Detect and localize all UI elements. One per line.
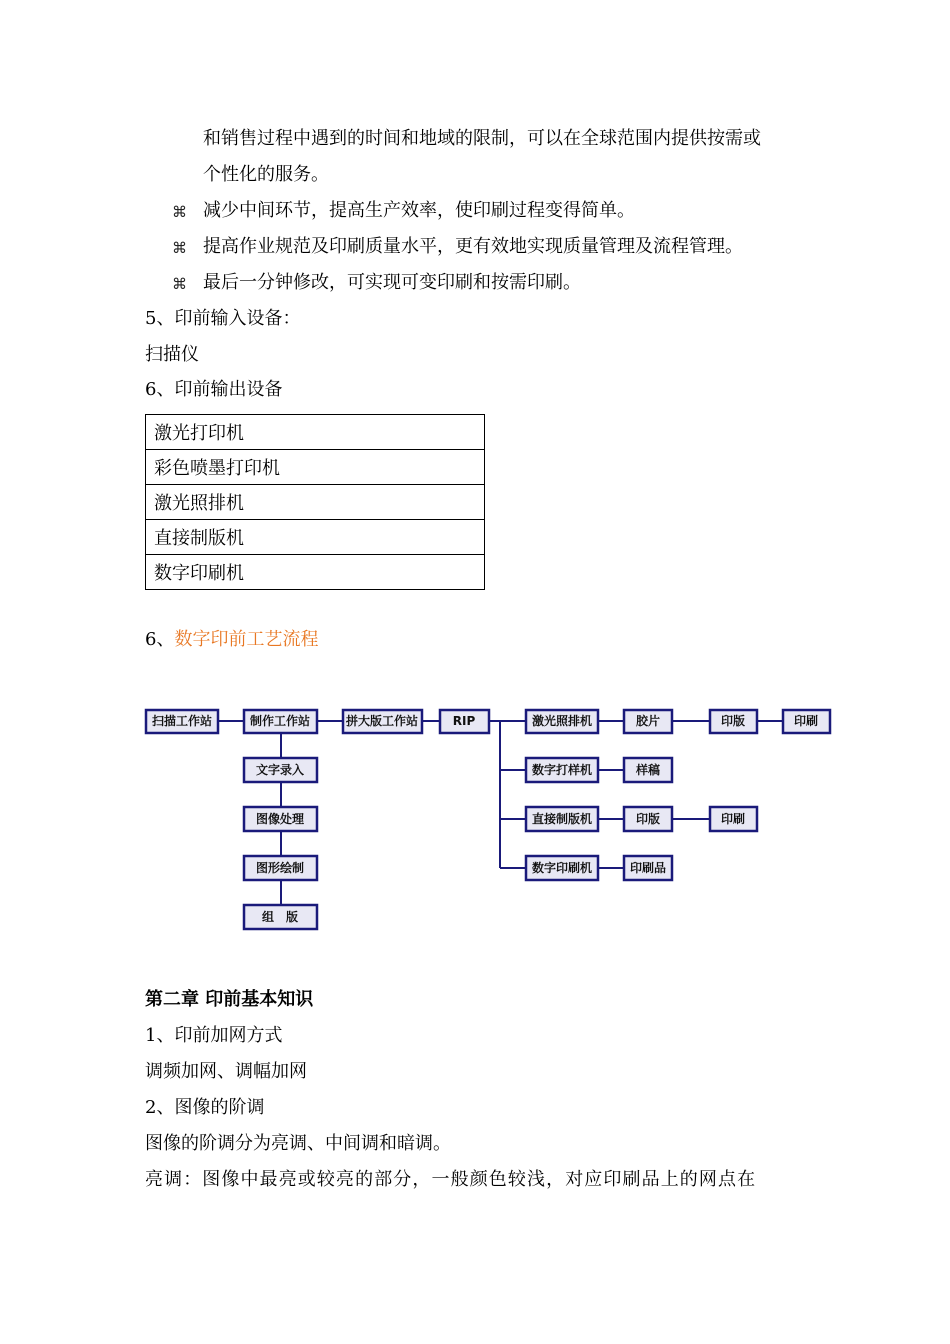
bullet-item: 最后一分钟修改，可实现可变印刷和按需印刷。 bbox=[203, 272, 581, 293]
flow-node-label: 图像处理 bbox=[255, 812, 305, 826]
bullet-icon: ⌘ bbox=[172, 239, 187, 257]
flow-node-printed-product bbox=[624, 856, 672, 880]
flow-node-label: 胶片 bbox=[635, 714, 661, 728]
table-cell: 激光打印机 bbox=[146, 415, 485, 450]
flow-node-composition bbox=[244, 905, 317, 929]
section-heading-workflow bbox=[145, 629, 318, 651]
flow-node-label: 拼大版工作站 bbox=[345, 714, 419, 728]
flow-node-plate bbox=[624, 807, 672, 831]
section-body-tone: 图像的阶调分为亮调、中间调和暗调。 bbox=[145, 1133, 451, 1154]
bullet-item: 提高作业规范及印刷质量水平，更有效地实现质量管理及流程管理。 bbox=[203, 236, 743, 257]
flow-node-text-input bbox=[244, 758, 317, 782]
bullet-icon: ⌘ bbox=[172, 275, 187, 293]
paragraph-continuation-2: 个性化的服务。 bbox=[203, 164, 329, 185]
flow-node-image-processing bbox=[244, 807, 317, 831]
flow-node-scan-station bbox=[146, 710, 218, 733]
table-row bbox=[146, 485, 485, 520]
flow-node-digital-proofer bbox=[526, 758, 598, 782]
section-heading-output-devices: 6、印前输出设备 bbox=[145, 379, 283, 400]
flow-node-plate bbox=[710, 710, 757, 733]
section-heading-input-devices: 5、印前输入设备： bbox=[145, 308, 301, 329]
table-cell: 彩色喷墨打印机 bbox=[146, 450, 485, 485]
flow-node-digital-press bbox=[526, 856, 598, 880]
flow-node-label: 数字打样机 bbox=[531, 763, 593, 777]
flow-node-label: 印刷 bbox=[720, 812, 746, 826]
table-row bbox=[146, 450, 485, 485]
flow-node-print bbox=[783, 710, 830, 733]
section-heading-screening: 1、印前加网方式 bbox=[145, 1025, 283, 1046]
flow-node-make-station bbox=[244, 710, 317, 733]
flow-node-label: 激光照排机 bbox=[531, 714, 593, 728]
flow-node-label: 样稿 bbox=[635, 763, 661, 777]
flow-node-laser-imagesetter bbox=[526, 710, 598, 733]
section-number: 6、 bbox=[145, 629, 175, 650]
flow-node-graphic-drawing bbox=[244, 856, 317, 880]
bullet-icon: ⌘ bbox=[172, 203, 187, 221]
prepress-workflow-diagram bbox=[140, 700, 840, 940]
table-cell: 数字印刷机 bbox=[146, 555, 485, 590]
flow-node-film bbox=[624, 710, 672, 733]
flow-node-ctp bbox=[526, 807, 598, 831]
flow-node-label: 直接制版机 bbox=[531, 812, 593, 826]
table-cell: 直接制版机 bbox=[146, 520, 485, 555]
flow-node-label: 印版 bbox=[635, 812, 661, 826]
section-body-scanner: 扫描仪 bbox=[145, 344, 199, 365]
flow-node-label: 印版 bbox=[720, 714, 746, 728]
flow-node-label: 文字录入 bbox=[255, 763, 305, 777]
flow-node-imposition-station bbox=[343, 710, 422, 733]
table-cell: 激光照排机 bbox=[146, 485, 485, 520]
flow-node-label: 印刷 bbox=[793, 714, 819, 728]
paragraph-continuation-1: 和销售过程中遇到的时间和地域的限制，可以在全球范围内提供按需或 bbox=[203, 128, 761, 149]
flow-node-label: 数字印刷机 bbox=[531, 861, 593, 875]
section-title-highlight: 数字印前工艺流程 bbox=[174, 629, 319, 650]
chapter-title: 第二章 印前基本知识 bbox=[145, 989, 314, 1010]
section-body-highlight: 亮调：图像中最亮或较亮的部分，一般颜色较浅，对应印刷品上的网点在 bbox=[145, 1169, 757, 1190]
section-heading-tone: 2、图像的阶调 bbox=[145, 1097, 265, 1118]
section-body-screening: 调频加网、调幅加网 bbox=[145, 1061, 307, 1082]
flow-node-label: 制作工作站 bbox=[249, 714, 311, 728]
table-row bbox=[146, 415, 485, 450]
flow-node-proof bbox=[624, 758, 672, 782]
table-row bbox=[146, 520, 485, 555]
output-devices-table bbox=[145, 414, 485, 590]
flow-node-print bbox=[710, 807, 757, 831]
flow-node-label: 印刷品 bbox=[629, 861, 667, 875]
flow-node-rip bbox=[440, 710, 489, 733]
flow-node-label: 组 版 bbox=[261, 910, 299, 924]
table-row bbox=[146, 555, 485, 590]
flow-node-label: 图形绘制 bbox=[255, 861, 305, 875]
bullet-item: 减少中间环节，提高生产效率，使印刷过程变得简单。 bbox=[203, 200, 635, 221]
flow-node-label: RIP bbox=[452, 714, 476, 728]
flow-node-label: 扫描工作站 bbox=[151, 714, 213, 728]
